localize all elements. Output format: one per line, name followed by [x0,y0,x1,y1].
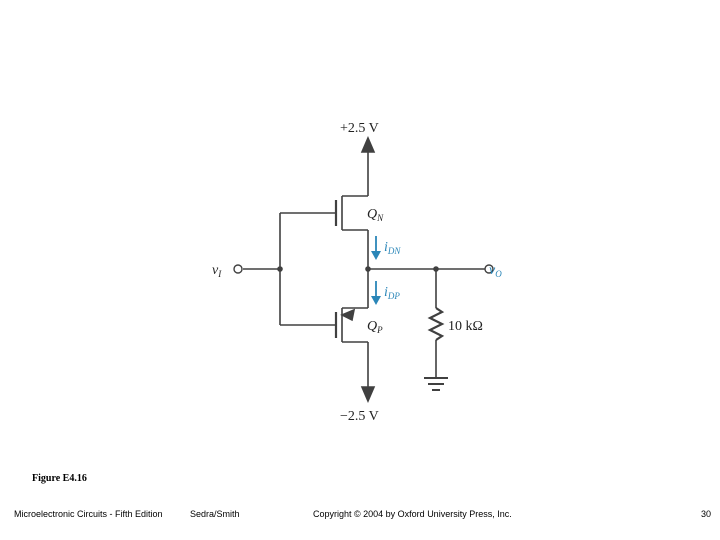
pmos-transistor-qp [280,308,368,342]
output-label: $v_O$ [489,263,502,279]
footer-page-number: 30 [701,509,712,519]
resistor-label: 10 kΩ [448,319,483,334]
transistor-qn-label: $Q_N$ [367,207,384,223]
input-terminal [234,265,242,273]
footer-copyright: Copyright © 2004 by Oxford University Press, Inc. [313,509,512,519]
ground-symbol [424,378,448,390]
current-dp-label: $i_{DP}$ [384,285,400,301]
supply-top-arrow [362,138,374,152]
gate-junction-dot [277,266,283,272]
supply-bottom-arrow [362,387,374,401]
current-dp-arrow-head [371,296,381,305]
footer-authors: Sedra/Smith [190,509,240,519]
supply-top-label: +2.5 V [340,121,379,136]
current-dn-label: $i_{DN}$ [384,240,401,256]
resistor-zigzag [430,308,442,340]
pmos-arrow [342,310,354,320]
input-label: $v_I$ [212,263,222,279]
figure-label: Figure E4.16 [32,473,87,484]
output-node-dot [365,266,371,272]
supply-bottom-label: −2.5 V [340,409,379,424]
nmos-transistor-qn [280,196,368,230]
current-dn-arrow-head [371,251,381,260]
transistor-qp-label: $Q_P$ [367,319,383,335]
footer-book-title: Microelectronic Circuits - Fifth Edition [14,509,163,519]
resistor-junction-dot [433,266,439,272]
